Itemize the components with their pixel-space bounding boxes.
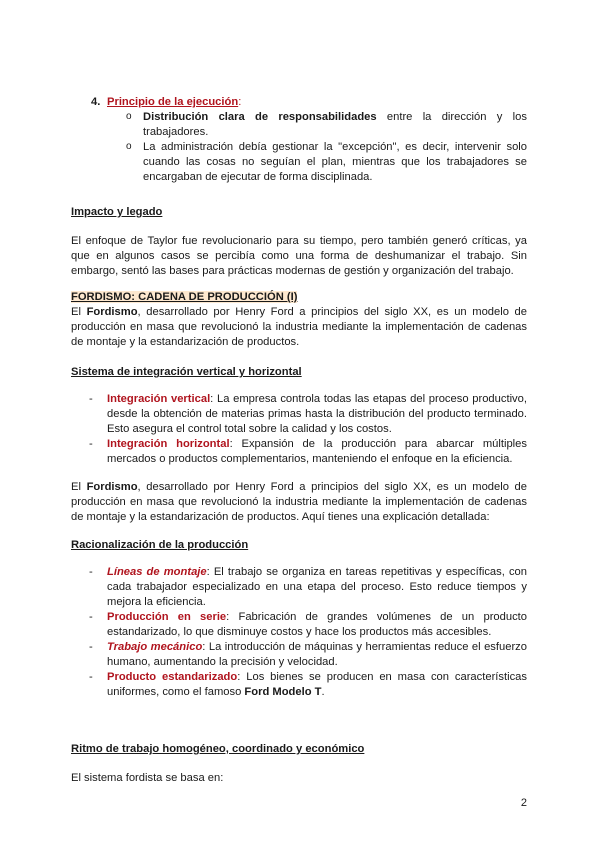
heading-racionalizacion: Racionalización de la producción xyxy=(71,539,249,551)
document-page xyxy=(71,95,527,786)
sub-list xyxy=(126,110,527,185)
paragraph-ritmo: El sistema fordista se basa en: xyxy=(71,772,224,784)
sub-list-item: o Distribución clara de responsabilidades entre la dirección y los trabajadores. xyxy=(126,110,527,140)
sub-list-item: o La administración debía gestionar la "excepción", es decir, intervenir solo cuando las cosas no seguían el plan, mientras que los trabajadores se encargaban de ejecutar de forma disciplinada. xyxy=(126,140,527,185)
list-item: - Integración vertical: La empresa controla todas las etapas del proceso productivo, desde la obtención de materias primas hasta la distribución del producto terminado. Esto asegura el control total sobre la calidad y los costos. xyxy=(89,392,527,437)
heading-fordismo: FORDISMO: CADENA DE PRODUCCIÓN (I) xyxy=(71,291,298,303)
integracion-list xyxy=(89,392,527,467)
racionalizacion-list xyxy=(89,565,527,700)
list-item: - Líneas de montaje: El trabajo se organiza en tareas repetitivas y específicas, con cada trabajador especializado en una etapa del proceso. Esto reduce tiempos y mejora la eficiencia. xyxy=(89,565,527,610)
heading-ritmo: Ritmo de trabajo homogéneo, coordinado y económico xyxy=(71,743,365,755)
list-item: - Producto estandarizado: Los bienes se producen en masa con características uniformes, como el famoso Ford Modelo T. xyxy=(89,670,527,700)
list-item: - Integración horizontal: Expansión de la producción para abarcar múltiples mercados o productos complementarios, manteniendo el enfoque en la eficiencia. xyxy=(89,437,527,467)
paragraph-impacto: El enfoque de Taylor fue revolucionario para su tiempo, pero también generó críticas, ya que en algunos casos se percibía como una forma de deshumanizar el trabajo. Sin embargo, sentó las bases para prácticas modernas de gestión y organización del trabajo. xyxy=(71,235,527,277)
item-number: 4. xyxy=(91,96,101,108)
heading-integracion: Sistema de integración vertical y horizontal xyxy=(71,366,302,378)
paragraph-fordismo-detail: El Fordismo, desarrollado por Henry Ford a principios del siglo XX, es un modelo de producción en masa que revolucionó la industria mediante la implementación de cadenas de montaje y la estandarización de productos. Aquí tienes una explicación detallada: xyxy=(71,481,527,523)
paragraph-fordismo-intro: El Fordismo, desarrollado por Henry Ford a principios del siglo XX, es un modelo de producción en masa que revolucionó la industria mediante la implementación de cadenas de montaje y la estandarización de productos. xyxy=(71,306,527,348)
numbered-item-4 xyxy=(91,95,527,110)
page-number: 2 xyxy=(520,797,527,809)
list-item: - Producción en serie: Fabricación de grandes volúmenes de un producto estandarizado, lo que disminuye costos y hace los productos más accesibles. xyxy=(89,610,527,640)
heading-impacto: Impacto y legado xyxy=(71,206,163,218)
list-item: - Trabajo mecánico: La introducción de máquinas y herramientas reduce el esfuerzo humano, aumentando la precisión y velocidad. xyxy=(89,640,527,670)
item-title: Principio de la ejecución: xyxy=(107,96,242,108)
